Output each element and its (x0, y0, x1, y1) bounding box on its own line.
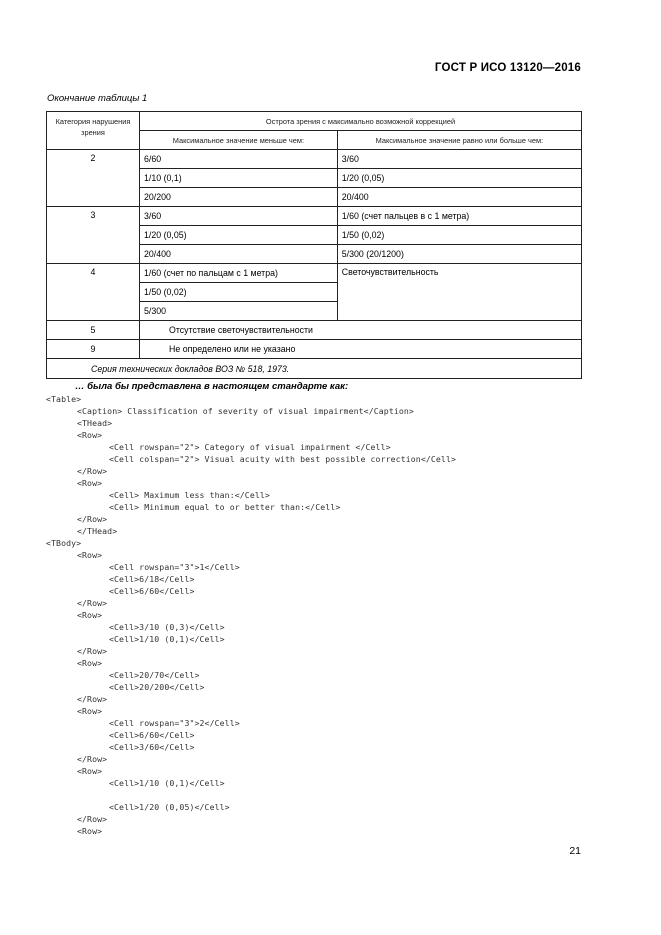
code-line: </Row> (77, 814, 108, 824)
code-line: <THead> (77, 418, 113, 428)
code-line: </THead> (77, 526, 118, 536)
code-line: <Cell rowspan="2"> Category of visual impairment </Cell> (109, 442, 391, 452)
code-line: <Cell>6/60</Cell> (109, 730, 195, 740)
code-line: </Row> (77, 694, 108, 704)
code-line: <Cell>6/18</Cell> (109, 574, 195, 584)
table-cell: 1/60 (счет пальцев в с 1 метра) (337, 207, 581, 226)
header-acuity: Острота зрения с максимально возможной коррекцией (140, 112, 582, 131)
code-line: <Row> (77, 658, 103, 668)
table-source: Серия технических докладов ВОЗ № 518, 1973. (47, 359, 582, 379)
table-row (47, 264, 582, 283)
page-number: 21 (569, 845, 581, 857)
code-line: <Row> (77, 610, 103, 620)
code-line: </Row> (77, 598, 108, 608)
table-caption: Окончание таблицы 1 (47, 93, 148, 104)
table-cell: 6/60 (140, 150, 338, 169)
code-line: <Cell rowspan="3">2</Cell> (109, 718, 240, 728)
code-line: <Table> (46, 394, 82, 404)
table-cell: 20/200 (140, 188, 338, 207)
code-line: <Cell>1/10 (0,1)</Cell> (109, 778, 225, 788)
code-line: <Row> (77, 766, 103, 776)
category-cell: 4 (47, 264, 140, 321)
code-line: <Cell>3/10 (0,3)</Cell> (109, 622, 225, 632)
code-line: <Row> (77, 826, 103, 836)
table-cell: 20/400 (337, 188, 581, 207)
code-line: <Row> (77, 430, 103, 440)
category-cell: 9 (47, 340, 140, 359)
category-cell: 2 (47, 150, 140, 207)
table-row (47, 359, 582, 379)
table-cell: 1/20 (0,05) (140, 226, 338, 245)
code-line: </Row> (77, 646, 108, 656)
table-cell: 1/20 (0,05) (337, 169, 581, 188)
table-cell: 1/60 (счет по пальцам с 1 метра) (140, 264, 338, 283)
table-cell: 1/50 (0,02) (140, 283, 338, 302)
table-row (47, 207, 582, 226)
table-cell: 5/300 (20/1200) (337, 245, 581, 264)
code-line: <TBody> (46, 538, 82, 548)
table-row (47, 150, 582, 169)
table-cell: 1/10 (0,1) (140, 169, 338, 188)
table-cell: Отсутствие светочувствительности (140, 321, 582, 340)
code-line: <Cell> Minimum equal to or better than:</Cell> (109, 502, 341, 512)
code-line: <Cell>1/10 (0,1)</Cell> (109, 634, 225, 644)
code-line: <Cell>6/60</Cell> (109, 586, 195, 596)
subheading: … была бы представлена в настоящем стандарте как: (75, 381, 349, 392)
code-line: <Row> (77, 478, 103, 488)
header-category: Категория нарушения зрения (47, 112, 140, 150)
table-cell: 1/50 (0,02) (337, 226, 581, 245)
table-cell: 3/60 (337, 150, 581, 169)
code-line: <Row> (77, 550, 103, 560)
merged-cell: Светочувствительность (337, 264, 581, 321)
table-cell: 3/60 (140, 207, 338, 226)
code-line: <Row> (77, 706, 103, 716)
table-row (47, 340, 582, 359)
table-cell: 5/300 (140, 302, 338, 321)
code-line: <Cell>20/70</Cell> (109, 670, 200, 680)
visual-impairment-table (46, 111, 582, 379)
code-line: <Cell>20/200</Cell> (109, 682, 205, 692)
code-line: <Cell>1/20 (0,05)</Cell> (109, 802, 230, 812)
code-line: <Caption> Classification of severity of visual impairment</Caption> (77, 406, 414, 416)
category-cell: 5 (47, 321, 140, 340)
code-line: <Cell rowspan="3">1</Cell> (109, 562, 240, 572)
table-cell: Не определено или не указано (140, 340, 582, 359)
table-cell: 20/400 (140, 245, 338, 264)
code-line: </Row> (77, 754, 108, 764)
code-line: <Cell colspan="2"> Visual acuity with best possible correction</Cell> (109, 454, 457, 464)
code-line: </Row> (77, 514, 108, 524)
code-line: <Cell> Maximum less than:</Cell> (109, 490, 270, 500)
header-min-equal: Максимальное значение равно или больше чем: (337, 131, 581, 150)
category-cell: 3 (47, 207, 140, 264)
header-max-less: Максимальное значение меньше чем: (140, 131, 338, 150)
code-line: <Cell>3/60</Cell> (109, 742, 195, 752)
table-row (47, 321, 582, 340)
document-header: ГОСТ Р ИСО 13120—2016 (434, 62, 581, 74)
code-line: </Row> (77, 466, 108, 476)
